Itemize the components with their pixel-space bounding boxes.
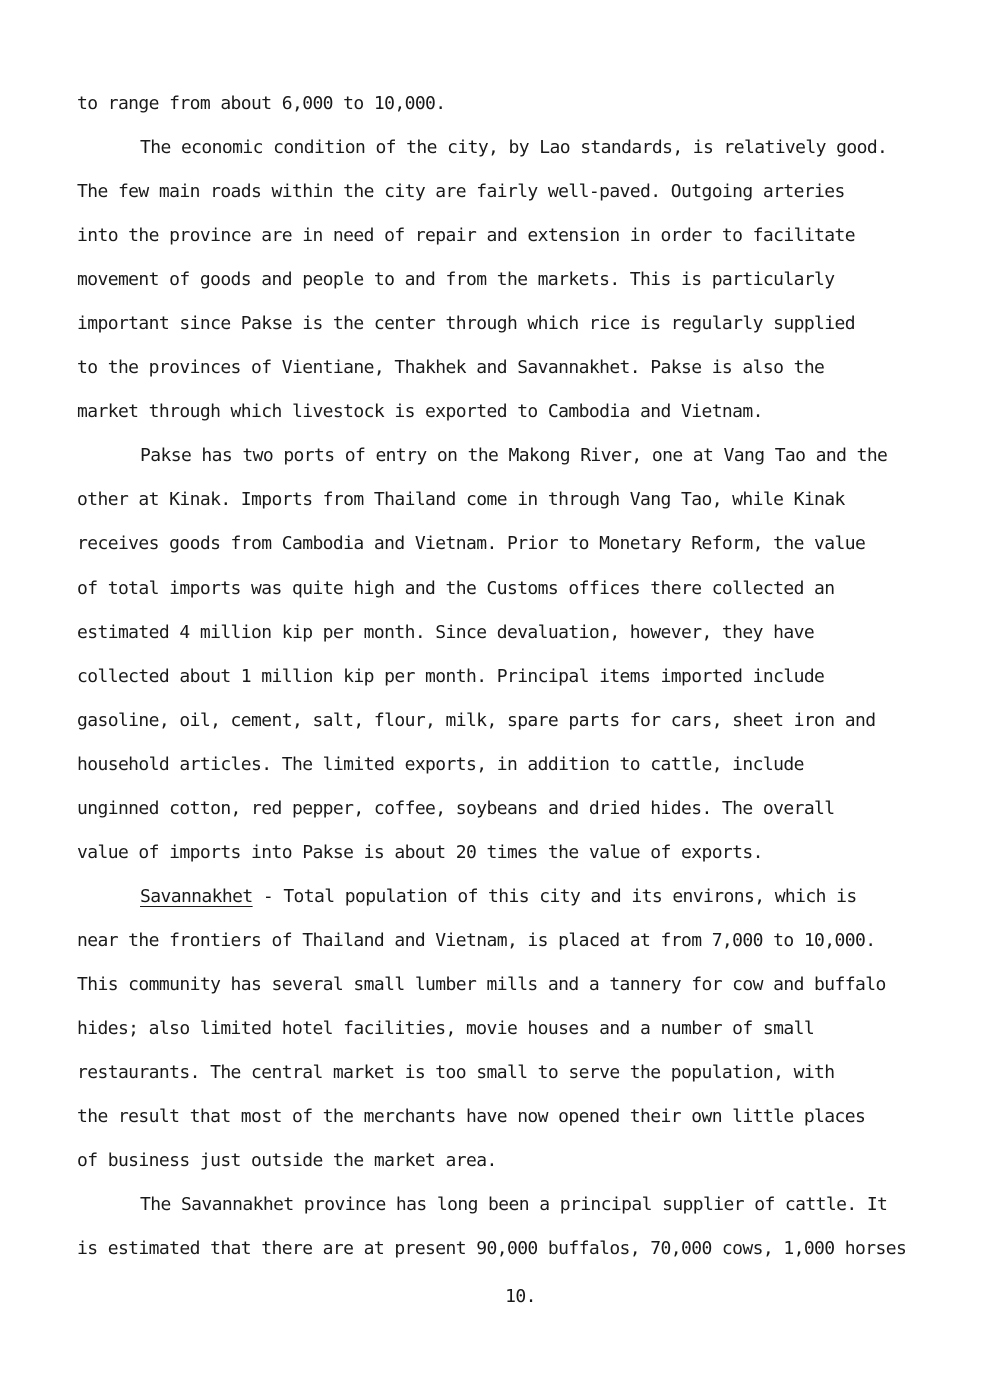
- text-line: important since Pakse is the center through which rice is regularly supplied: [77, 313, 856, 335]
- body-text: [77, 82, 947, 1271]
- paragraph-start-line: The Savannakhet province has long been a principal supplier of cattle. It: [140, 1194, 888, 1216]
- text-line: estimated 4 million kip per month. Since devaluation, however, they have: [77, 621, 815, 643]
- text-line: of business just outside the market area.: [77, 1150, 497, 1172]
- savannakhet-first-line-text: - Total population of this city and its environs, which is: [252, 885, 857, 907]
- text-line: restaurants. The central market is too small to serve the population, with: [77, 1062, 835, 1084]
- text-line: into the province are in need of repair and extension in order to facilitate: [77, 225, 856, 247]
- text-line: gasoline, oil, cement, salt, flour, milk, spare parts for cars, sheet iron and: [77, 709, 876, 731]
- text-line: collected about 1 million kip per month. Principal items imported include: [77, 665, 825, 687]
- paragraph-start-line: The economic condition of the city, by Lao standards, is relatively good.: [140, 137, 888, 159]
- text-line: value of imports into Pakse is about 20 times the value of exports.: [77, 841, 763, 863]
- text-line: to the provinces of Vientiane, Thakhek and Savannakhet. Pakse is also the: [77, 357, 825, 379]
- text-line: hides; also limited hotel facilities, movie houses and a number of small: [77, 1017, 815, 1039]
- text-line: This community has several small lumber mills and a tannery for cow and buffalo: [77, 973, 886, 995]
- page-number: 10.: [505, 1286, 536, 1307]
- paragraph-start-line: Pakse has two ports of entry on the Makong River, one at Vang Tao and the: [140, 445, 888, 467]
- text-line: other at Kinak. Imports from Thailand come in through Vang Tao, while Kinak: [77, 489, 845, 511]
- savannakhet-heading: Savannakhet: [140, 885, 253, 907]
- text-line: the result that most of the merchants have now opened their own little places: [77, 1106, 866, 1128]
- text-line: near the frontiers of Thailand and Vietnam, is placed at from 7,000 to 10,000.: [77, 929, 876, 951]
- text-line: to range from about 6,000 to 10,000.: [77, 93, 446, 114]
- text-line: movement of goods and people to and from the markets. This is particularly: [77, 269, 835, 291]
- text-line: household articles. The limited exports, in addition to cattle, include: [77, 753, 804, 775]
- text-line: of total imports was quite high and the Customs offices there collected an: [77, 577, 835, 599]
- text-line: is estimated that there are at present 90,000 buffalos, 70,000 cows, 1,000 horses: [77, 1238, 907, 1260]
- text-line: The few main roads within the city are fairly well-paved. Outgoing arteries: [77, 181, 845, 203]
- text-line: unginned cotton, red pepper, coffee, soybeans and dried hides. The overall: [77, 797, 835, 819]
- text-line: market through which livestock is exported to Cambodia and Vietnam.: [77, 401, 763, 423]
- savannakhet-paragraph-start: [77, 875, 947, 919]
- text-line: receives goods from Cambodia and Vietnam. Prior to Monetary Reform, the value: [77, 533, 866, 555]
